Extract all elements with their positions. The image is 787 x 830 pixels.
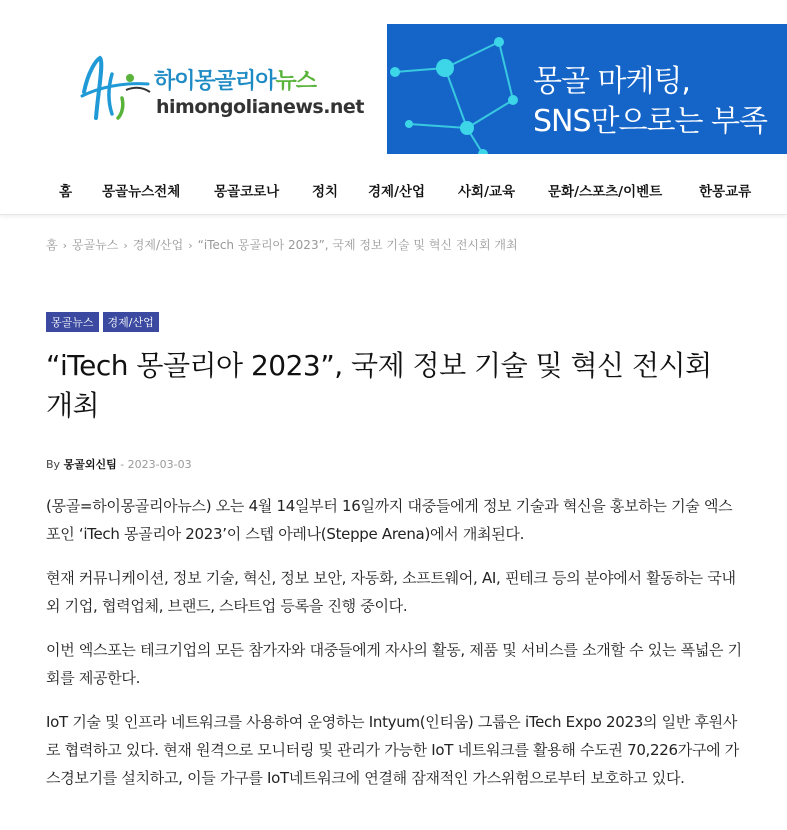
article-paragraph-4: IoT 기술 및 인프라 네트워크를 사용하여 운영하는 Intyum(인티움) 그룹은 iTech Expo 2023의 일반 후원사로 협력하고 있다. 현재 원격으로 모니터링 및 관리가 가능한 IoT 네트워크를 활용해 수도권 70,226가구에 가스경보기를 설치하고, 이들 가구를 IoT네트워크에 연결해 잠재적인 가스위험으로부터 보호하고 있다. [46,713,739,787]
category-tags [46,311,163,332]
chevron-right-icon: › [188,239,193,252]
date-separator: - [120,458,128,471]
nav-item-society-education[interactable]: 사회/교육 [458,184,516,200]
tag-mongolia-news[interactable]: 몽골뉴스 [46,312,99,332]
chevron-right-icon: › [62,239,67,252]
breadcrumb-economy-industry[interactable]: 경제/산업 [132,238,184,252]
nav-item-korea-mongolia-exchange[interactable]: 한몽교류 [699,184,752,200]
logo-name-green: 뉴스 [275,69,317,94]
nav-item-home[interactable]: 홈 [59,184,73,200]
article-paragraph-3: 이번 엑스포는 테크기업의 모든 참가자와 대중들에게 자사의 활동, 제품 및 서비스를 소개할 수 있는 폭넓은 기회를 제공한다. [46,641,742,687]
breadcrumb-mongolia-news[interactable]: 몽골뉴스 [72,238,119,252]
article-paragraph-2: 현재 커뮤니케이션, 정보 기술, 혁신, 정보 보안, 자동화, 소프트웨어, AI, 핀테크 등의 분야에서 활동하는 국내외 기업, 협력업체, 브랜드, 스타트업 등록을 진행 중이다. [46,569,736,615]
publish-date: 2023-03-03 [127,458,192,471]
article-byline [46,456,192,472]
logo-url: himongolianews.net [156,96,364,118]
breadcrumb-current-article: “iTech 몽골리아 2023”, 국제 정보 기술 및 혁신 전시회 개최 [197,238,518,252]
author-link[interactable]: 몽골외신팀 [63,458,117,471]
site-logo[interactable] [78,52,378,132]
article-body [46,492,746,808]
nav-item-mongolia-corona[interactable]: 몽골코로나 [214,184,280,200]
site-header [0,0,787,160]
main-navigation [0,160,787,215]
hi-logo-mark [78,52,158,124]
banner-headline-1: 몽골 마케팅, [533,64,690,99]
breadcrumb [46,236,518,253]
by-label: By [46,458,61,471]
logo-name-blue: 하이몽골리아 [154,69,276,94]
logo-wordmark [154,64,316,95]
nav-item-economy-industry[interactable]: 경제/산업 [368,184,426,200]
tag-economy-industry[interactable]: 경제/산업 [103,312,159,332]
nav-item-politics[interactable]: 정치 [312,184,339,200]
nav-item-culture-sports-events[interactable]: 문화/스포츠/이벤트 [548,184,663,200]
article-title: “iTech 몽골리아 2023”, 국제 정보 기술 및 혁신 전시회 개최 [46,349,712,422]
article-paragraph-1: (몽골=하이몽골리아뉴스) 오는 4월 14일부터 16일까지 대중들에게 정보 기술과 혁신을 홍보하는 기술 엑스포인 ‘iTech 몽골리아 2023’이 스텝 아레나(Steppe Arena)에서 개최된다. [46,497,733,543]
ad-banner[interactable] [387,24,787,154]
chevron-right-icon: › [123,239,128,252]
nav-item-mongolia-news-all[interactable]: 몽골뉴스전체 [102,184,181,200]
banner-headline-2: SNS만으로는 부족 [533,104,767,139]
breadcrumb-home[interactable]: 홈 [46,238,58,252]
